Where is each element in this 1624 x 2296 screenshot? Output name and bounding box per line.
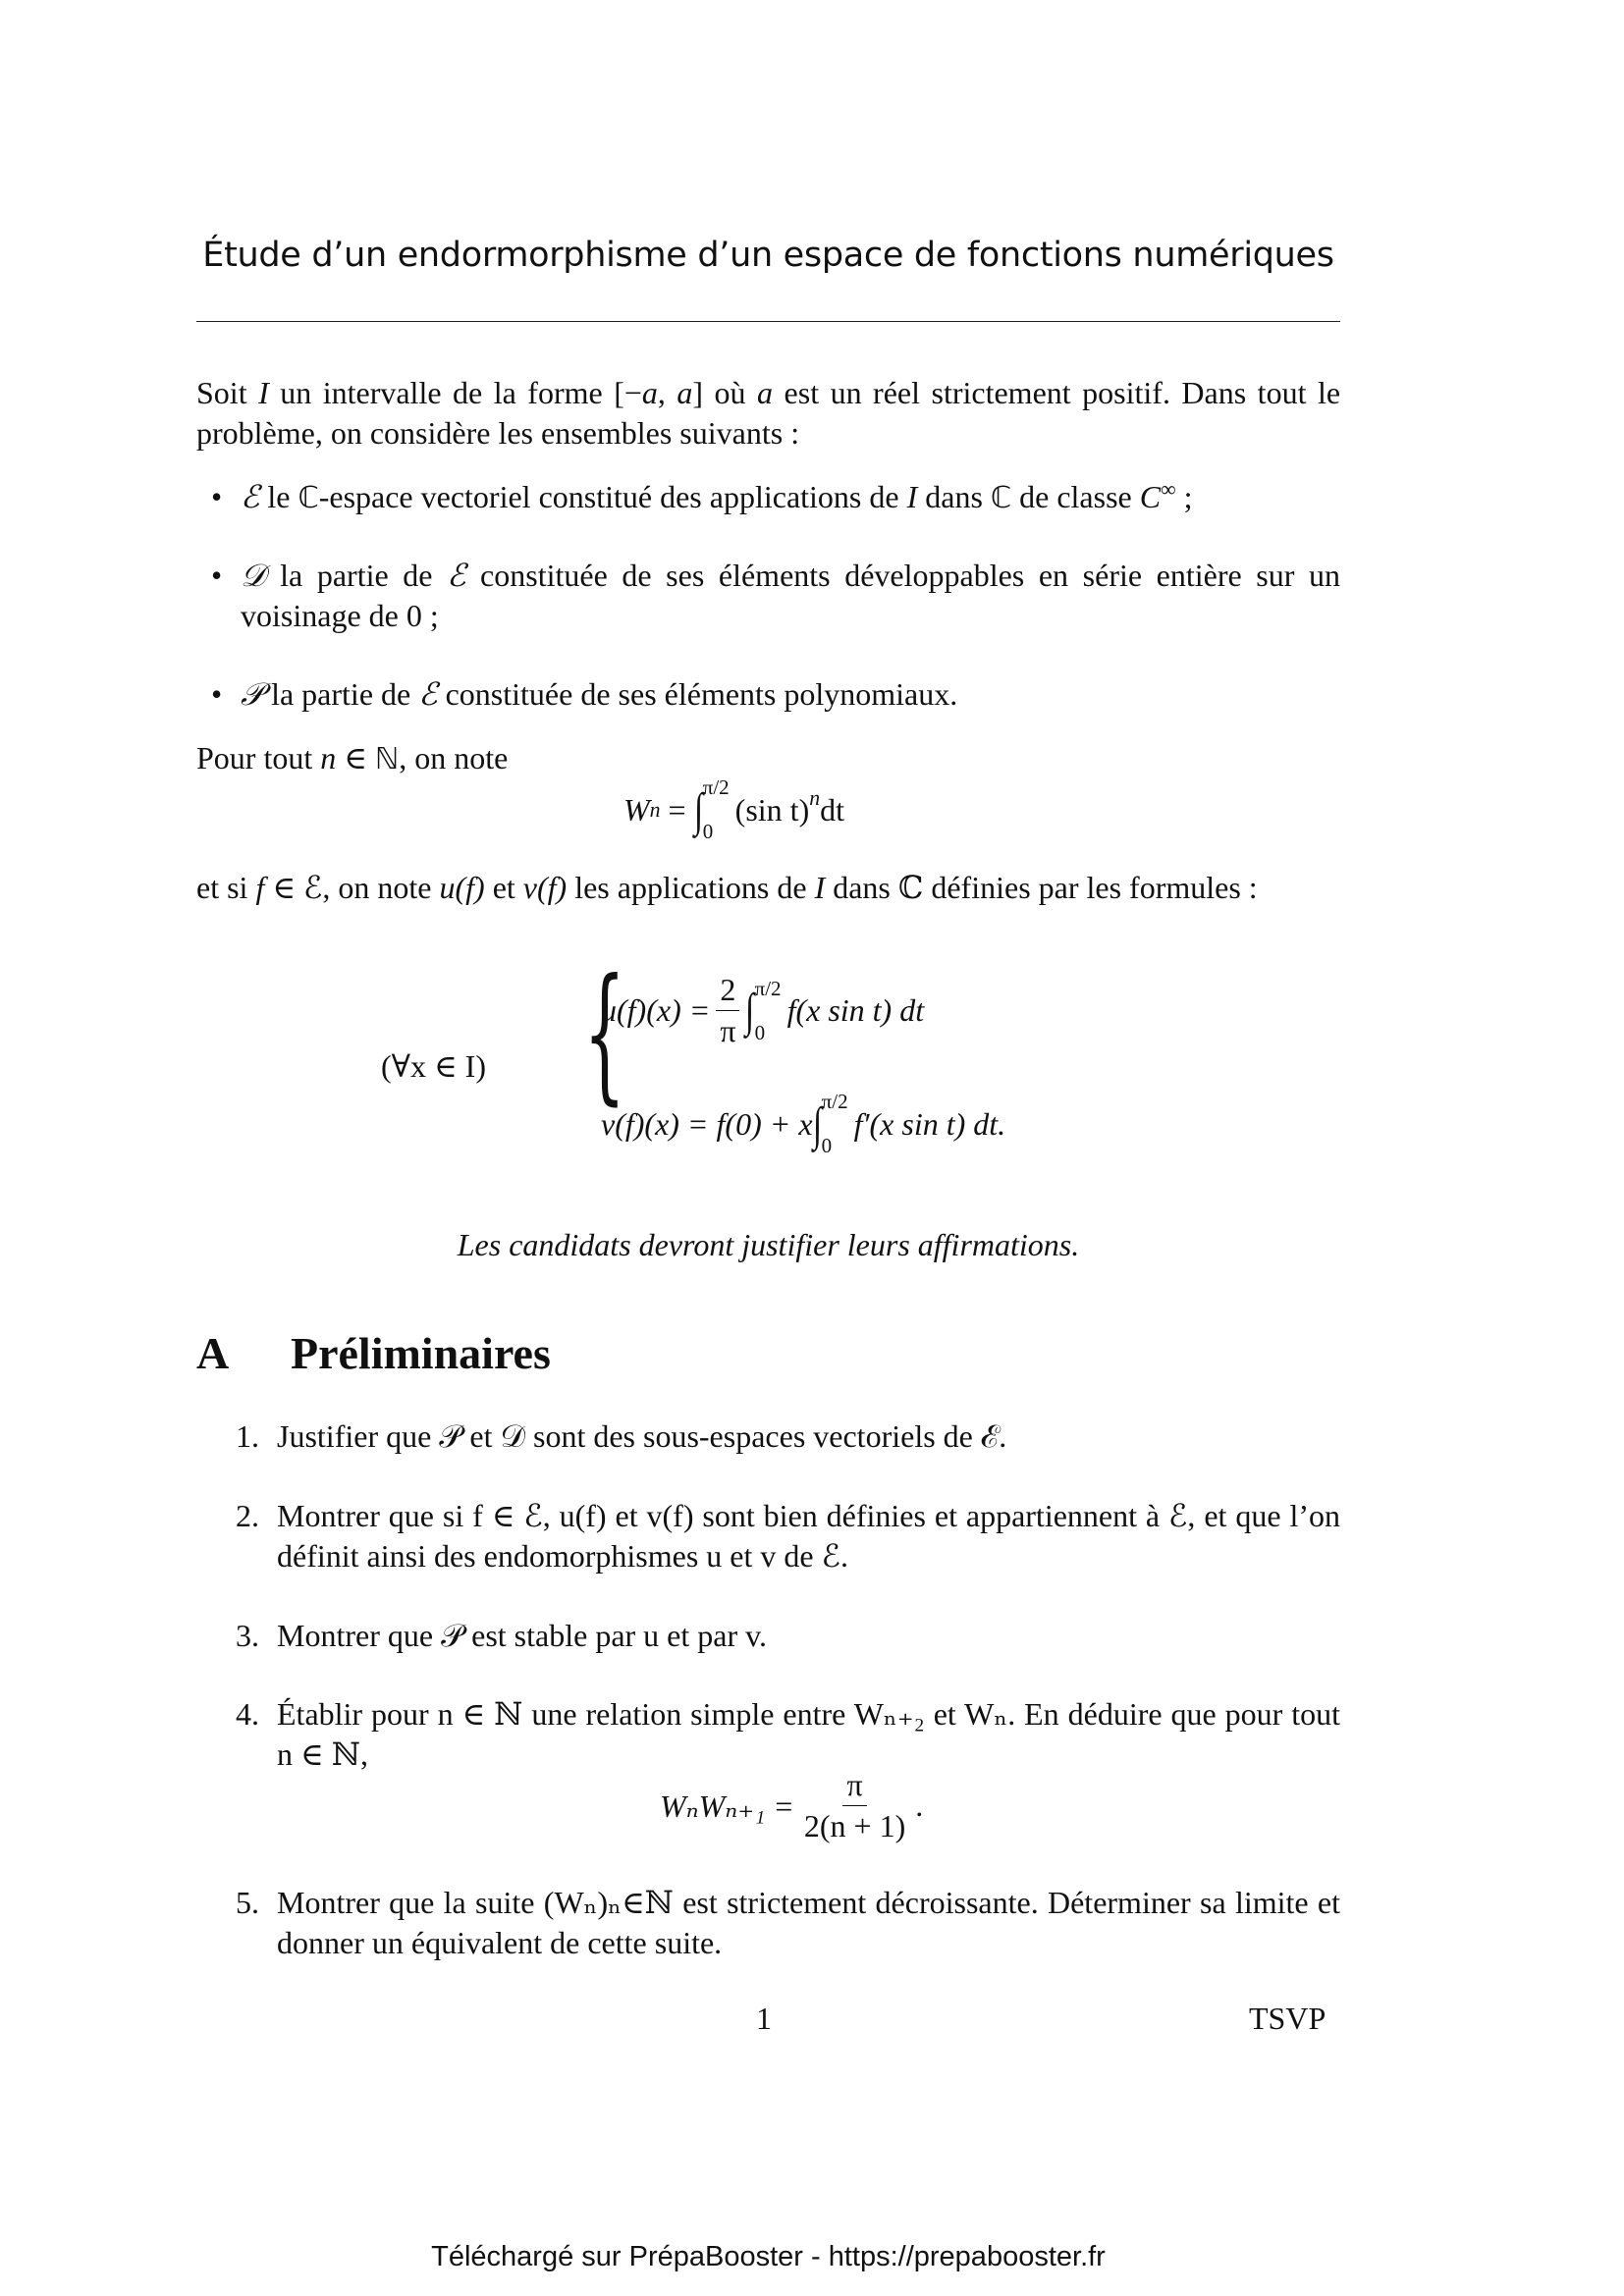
set-symbol: ℰ (241, 478, 260, 515)
question-item (236, 1416, 1340, 1457)
set-symbol: 𝒟 (241, 557, 266, 594)
left-brace-icon: { (583, 948, 626, 1119)
integral-lower: 0 (702, 820, 714, 843)
set-text: la partie de (265, 558, 448, 593)
question-number: 1. (236, 1418, 259, 1454)
set-math: I (906, 479, 918, 514)
wallis-equation: W n = ∫ π/2 0 (sin t) $^n$ dt (623, 775, 844, 843)
intro-text: un intervalle de la forme [− (268, 375, 642, 410)
wallis-product-equation (660, 1767, 923, 1844)
uv-math: I (814, 870, 826, 905)
eq-lhs: W (623, 791, 650, 828)
wallis-math: n (320, 740, 337, 775)
u-equation (601, 972, 924, 1049)
set-text: constituée de ses éléments polynomiaux. (437, 676, 958, 712)
set-symbol: ℰ (418, 675, 438, 713)
uv-text: et si (196, 870, 256, 905)
set-item-D (211, 556, 1341, 636)
intro-text: , (657, 375, 677, 410)
integral-lower: 0 (821, 1134, 833, 1157)
integral-upper: π/2 (702, 775, 730, 799)
eq-sign: = (668, 791, 686, 828)
uv-text: et (484, 870, 523, 905)
set-text: ; (1175, 479, 1193, 514)
set-text: constituée de ses éléments développables en série entière sur un voisinage de 0 ; (241, 558, 1341, 633)
uv-text: ∈ ℰ, on note (264, 870, 440, 905)
intro-paragraph (196, 373, 1340, 454)
v-integrand: f′(x sin t) dt. (853, 1105, 1006, 1142)
integrand-dt: dt (820, 791, 844, 828)
integral-icon: ∫ (812, 1097, 822, 1150)
set-math-sup: ∞ (1161, 477, 1176, 502)
question-number: 5. (236, 1885, 259, 1920)
integral-icon: ∫ (693, 783, 703, 836)
integral-limits (822, 1090, 848, 1158)
uv-math: v(f) (522, 870, 568, 905)
question-text: Établir pour n ∈ ℕ une relation simple entre Wₙ₊₂ et Wₙ. En déduire que pour tout n ∈ ℕ, (277, 1696, 1340, 1772)
integral-icon: ∫ (745, 985, 755, 1037)
set-text: -espace vectoriel constitué des applications de (318, 479, 907, 514)
intro-math-I: I (258, 375, 269, 410)
intro-text: Soit (196, 375, 259, 410)
fraction (800, 1767, 909, 1844)
integral-limits (703, 775, 730, 844)
fraction-denominator: 2(n + 1) (803, 1808, 906, 1843)
question-text: Montrer que la suite (Wₙ)ₙ∈ℕ est strictement décroissante. Déterminer sa limite et donner un équivalent de cette suite. (277, 1885, 1340, 1960)
v-lhs: v(f)(x) = f(0) + x (601, 1105, 813, 1142)
u-lhs: u(f)(x) = (601, 992, 711, 1028)
question-text: Justifier que 𝒫 et 𝒟 sont des sous-espaces vectoriels de ℰ. (277, 1418, 1007, 1454)
question-item (236, 1496, 1340, 1576)
wallis-text: , on note (399, 740, 509, 775)
v-equation (601, 1090, 1005, 1158)
intro-math-a: a (757, 375, 774, 410)
intro-text: est un réel strictement positif. Dans tout le problème, on considère les ensembles suivants : (196, 375, 1341, 451)
bullet-icon: • (211, 676, 223, 712)
set-item-E (211, 477, 1340, 518)
eq-lhs: WₙWₙ₊₁ = (660, 1788, 794, 1824)
question-text: Montrer que si f ∈ ℰ, u(f) et v(f) sont bien définies et appartiennent à ℰ, et que l’on définit ainsi des endomorphismes u et v de ℰ. (277, 1498, 1340, 1574)
page-title: Étude d’un endormorphisme d’un espace de fonctions numériques (202, 236, 1334, 275)
set-symbol: 𝒫 (241, 675, 264, 713)
set-math: C (1139, 479, 1162, 514)
question-number: 2. (236, 1498, 259, 1533)
integrand: (sin t) (734, 791, 810, 828)
wallis-lead (196, 738, 1340, 779)
download-link[interactable]: Téléchargé sur PrépaBooster - https://prepabooster.fr (431, 2241, 1106, 2272)
fraction-denominator: π (720, 1013, 736, 1048)
uv-intro (196, 868, 1340, 908)
question-item (236, 1883, 1340, 1963)
uv-math: u(f) (439, 870, 485, 905)
set-item-P (211, 674, 1340, 715)
bullet-icon: • (211, 479, 223, 514)
header-rule (196, 321, 1340, 322)
set-symbol: ℰ (447, 557, 466, 594)
wallis-text: Pour tout (196, 740, 321, 775)
integral-upper: π/2 (754, 976, 782, 1000)
fraction-numerator: π (842, 1767, 866, 1806)
wallis-field: ℕ (374, 742, 400, 776)
question-number: 3. (236, 1618, 259, 1653)
page-number: 1 (756, 2001, 772, 2036)
set-text: la partie de (263, 676, 419, 712)
integral-limits (755, 977, 782, 1045)
section-number: A (196, 1328, 230, 1378)
fraction (716, 972, 739, 1049)
bullet-icon: • (211, 558, 223, 593)
intro-text: ] où (692, 375, 758, 410)
set-field: ℂ (990, 481, 1012, 515)
uv-math: f (255, 870, 265, 905)
question-item (236, 1694, 1340, 1775)
section-title: Préliminaires (291, 1328, 551, 1378)
set-field: ℂ (298, 481, 319, 515)
section-heading (196, 1327, 551, 1379)
candidates-note: Les candidats devront justifier leurs affirmations. (457, 1227, 1080, 1262)
integral-upper: π/2 (821, 1090, 848, 1113)
fraction-numerator: 2 (716, 972, 739, 1011)
question-item (236, 1616, 1340, 1656)
wallis-text: ∈ (336, 740, 375, 775)
uv-text: les applications de (567, 870, 815, 905)
system-quantifier: (∀x ∈ I) (381, 1048, 486, 1084)
set-text: dans (917, 479, 991, 514)
eq-end: . (915, 1788, 924, 1823)
set-text: le (259, 479, 298, 514)
uv-text: dans ℂ définies par les formules : (825, 870, 1258, 905)
integral-lower: 0 (754, 1020, 766, 1044)
question-number: 4. (236, 1696, 259, 1732)
intro-math-a: a (677, 375, 693, 410)
intro-math-a: a (641, 375, 658, 410)
question-text: Montrer que 𝒫 est stable par u et par v. (277, 1618, 768, 1653)
set-text: de classe (1011, 479, 1140, 514)
u-integrand: f(x sin t) dt (786, 992, 925, 1028)
tsvp-label: TSVP (1249, 2001, 1326, 2036)
